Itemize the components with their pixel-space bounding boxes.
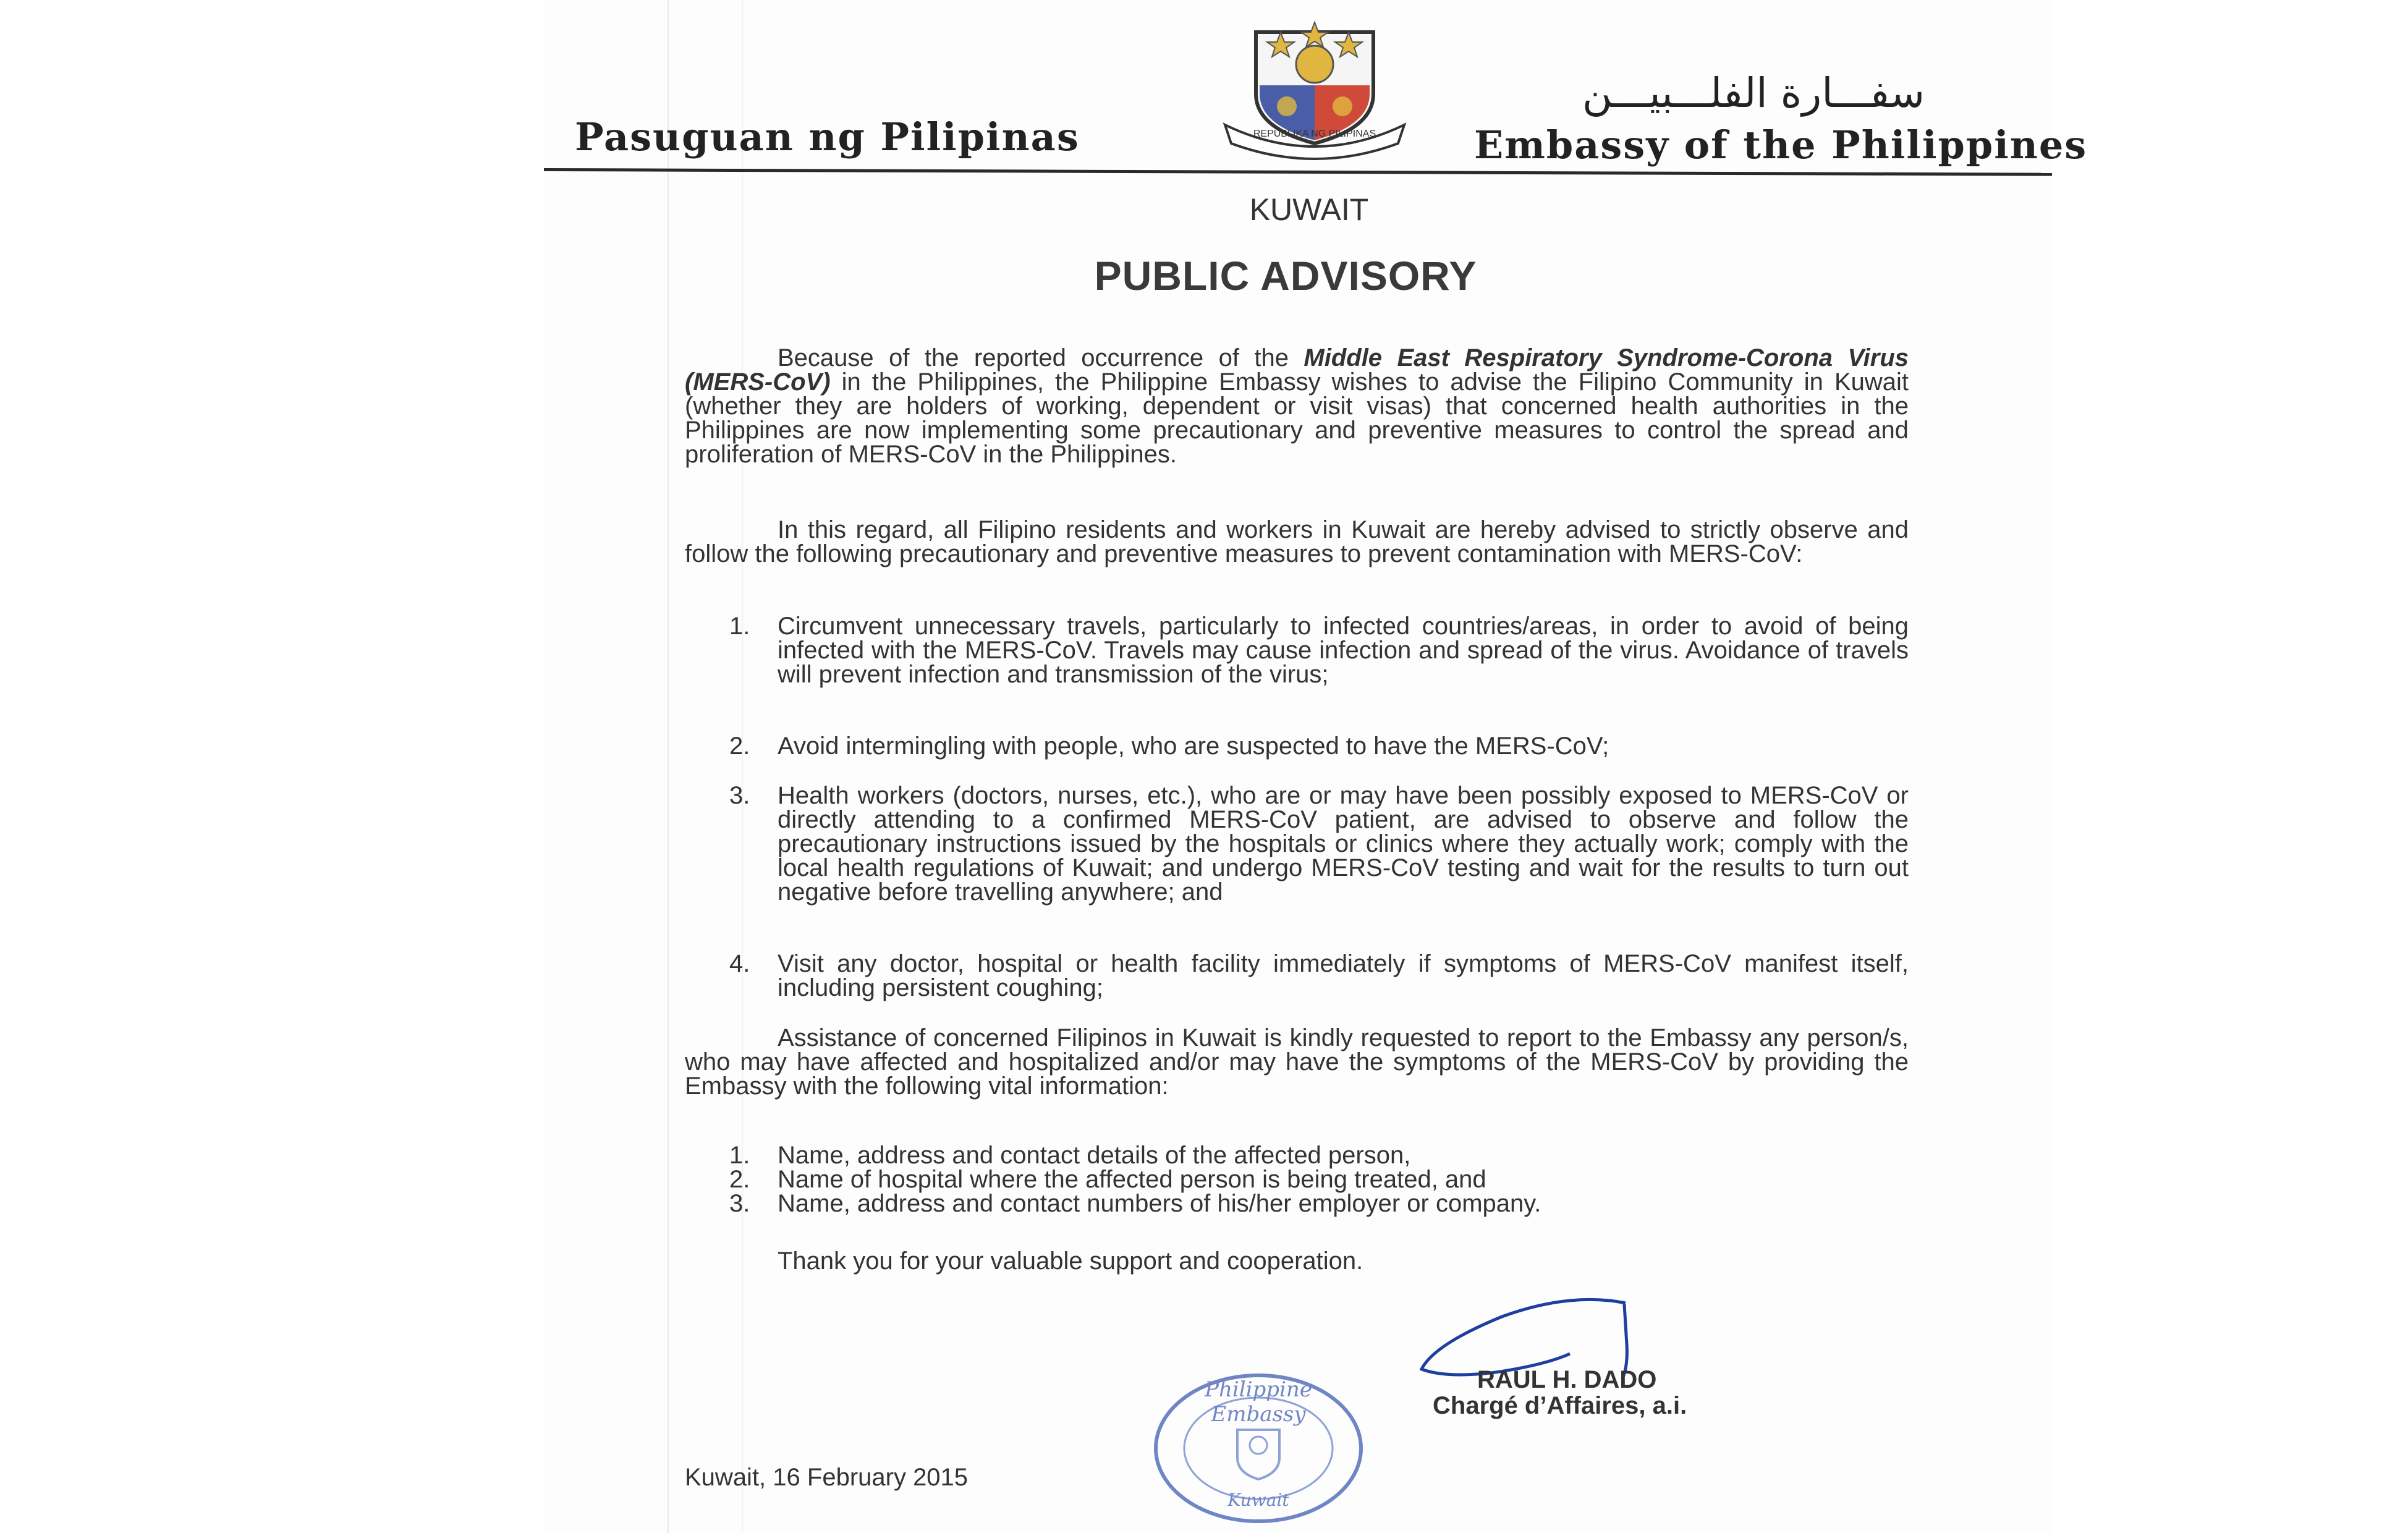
philippine-seal-logo: [1213, 20, 1417, 162]
info-text: Name of hospital where the affected person is being treated, and: [778, 1166, 1486, 1193]
measure-text: Health workers (doctors, nurses, etc.), who are or may have been possibly exposed to MERS-CoV or directly attending to a confirmed MERS-CoV patient, are advised to observe and follow the precautionary instructions issued by the hospitals or clinics where they actually work; comply with the local health regulations of Kuwait; and undergo MERS-CoV testing and wait for the results to turn out negative before travelling anywhere; and: [778, 782, 1909, 906]
stamp-top-text: Philippine Embassy: [1205, 1377, 1312, 1427]
intro-paragraph: [685, 346, 1909, 467]
info-item: [729, 1168, 1909, 1192]
measure-item: [729, 734, 1909, 758]
measure-text: Circumvent unnecessary travels, particularly to infected countries/areas, in order to avoid of being infected with the MERS-CoV. Travels may cause infection and spread of the virus. Avoidance of travels will prevent infection and transmission of the virus;: [778, 613, 1909, 688]
measure-item: [729, 952, 1909, 1000]
scan-margin-line: [742, 0, 743, 1533]
header-english-title: Embassy of the Philippines: [1474, 122, 2088, 168]
instruction-paragraph: [685, 518, 1909, 566]
info-number: 2.: [729, 1166, 750, 1193]
document-page: [544, 0, 2052, 1533]
measure-number: 1.: [729, 613, 750, 640]
signatory-name: RAUL H. DADO: [1477, 1366, 1657, 1393]
report-request-text: Assistance of concerned Filipinos in Kuwait is kindly requested to report to the Embassy any person/s, who may have affected and hospitalized and/or may have the symptoms of the MERS-CoV by providing the Embassy with the following vital information:: [685, 1024, 1909, 1100]
info-list: [729, 1144, 1909, 1216]
intro-text-start: Because of the reported occurrence of the: [778, 344, 1304, 372]
measure-number: 2.: [729, 733, 750, 760]
signatory-title: Chargé d’Affaires, a.i.: [1433, 1392, 1687, 1419]
measure-item: [729, 784, 1909, 904]
measure-number: 4.: [729, 950, 750, 977]
instruction-text: In this regard, all Filipino residents and workers in Kuwait are hereby advised to strictly observe and follow the following precautionary and preventive measures to prevent contamination with MERS-CoV:: [685, 516, 1909, 567]
advisory-title: PUBLIC ADVISORY: [1094, 253, 1477, 299]
document-date: Kuwait, 16 February 2015: [685, 1464, 969, 1491]
measure-number: 3.: [729, 782, 750, 809]
info-number: 3.: [729, 1190, 750, 1217]
seal-banner-text: REPUBLIKA NG PILIPINAS: [1253, 129, 1376, 139]
info-item: [729, 1144, 1909, 1168]
header-location: KUWAIT: [1249, 192, 1369, 227]
info-item: [729, 1192, 1909, 1216]
closing-thanks: Thank you for your valuable support and cooperation.: [778, 1247, 1363, 1275]
report-request-paragraph: [685, 1026, 1909, 1098]
stamp-bottom-text: Kuwait: [1227, 1490, 1289, 1510]
intro-text-end: in the Philippines, the Philippine Embassy wishes to advise the Filipino Community in Kuwait (whether they are holders of working, dependent or visit visas) that concerned health authorities in the Philippines are now implementing some precautionary and preventive measures to control the spread and proliferation of MERS-CoV in the Philippines.: [685, 368, 1909, 468]
info-text: Name, address and contact details of the affected person,: [778, 1142, 1411, 1169]
info-text: Name, address and contact numbers of his/her employer or company.: [778, 1190, 1541, 1217]
measure-text: Visit any doctor, hospital or health facility immediately if symptoms of MERS-CoV manifest itself, including persistent coughing;: [778, 950, 1909, 1001]
header-filipino-title: Pasuguan ng Pilipinas: [575, 114, 1080, 159]
header-arabic-title: سفـــارة الفلـــبيـــن: [1582, 69, 1925, 117]
intro-bold-term: Middle East Respiratory Syndrome-Corona Virus (MERS-CoV): [685, 344, 1909, 396]
measure-text: Avoid intermingling with people, who are suspected to have the MERS-CoV;: [778, 733, 1609, 760]
measure-item: [729, 614, 1909, 687]
info-number: 1.: [729, 1142, 750, 1169]
scan-margin-line: [668, 0, 669, 1533]
